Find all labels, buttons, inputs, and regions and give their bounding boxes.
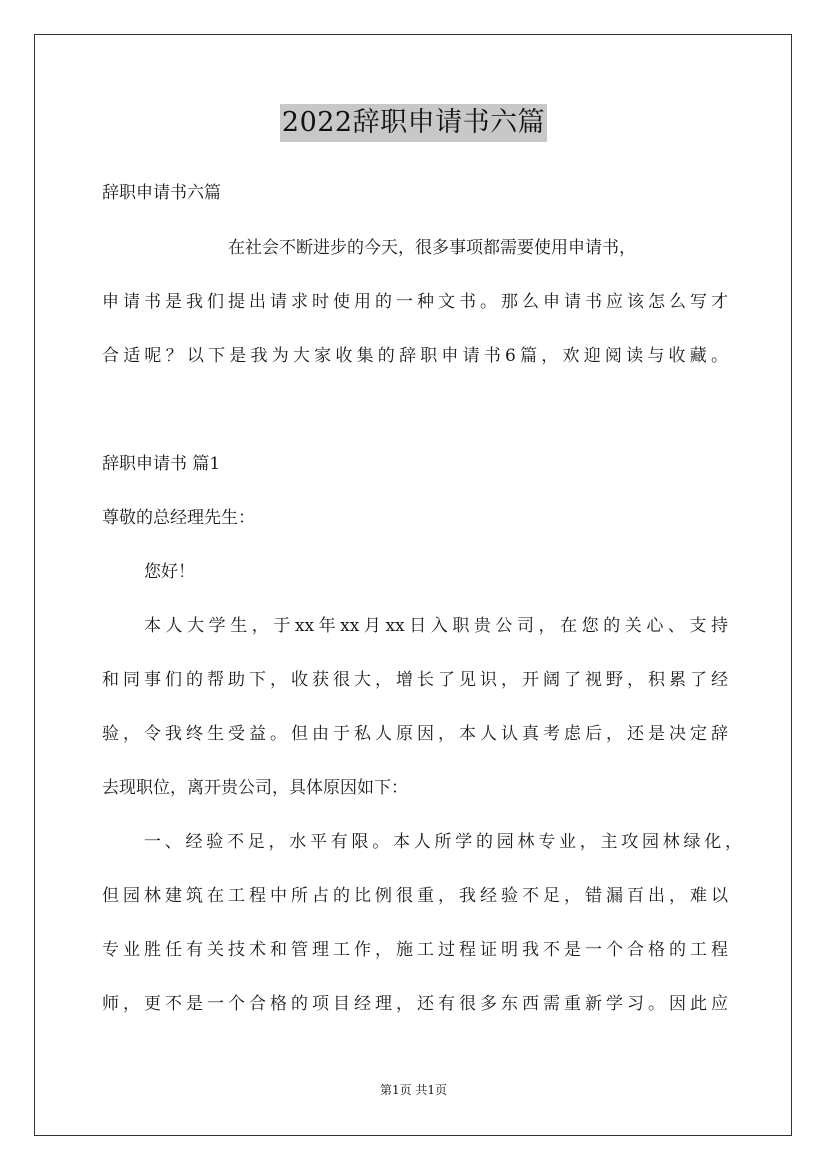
title-container xyxy=(0,104,827,142)
body-line-5: 一、经验不足，水平有限。本人所学的园林专业，主攻园林绿化， xyxy=(144,832,742,852)
body-line-7: 专业胜任有关技术和管理工作，施工过程证明我不是一个合格的工程 xyxy=(102,940,728,960)
body-line-6: 但园林建筑在工程中所占的比例很重，我经验不足，错漏百出，难以 xyxy=(102,886,728,906)
intro-line-1: 在社会不断进步的今天，很多事项都需要使用申请书， xyxy=(228,238,636,258)
intro-line-3: 合适呢？以下是我为大家收集的辞职申请书6篇，欢迎阅读与收藏。 xyxy=(102,346,728,366)
page-footer: 第1页 共1页 xyxy=(379,1083,448,1097)
body-line-8: 师，更不是一个合格的项目经理，还有很多东西需重新学习。因此应 xyxy=(102,994,728,1014)
body-line-4: 去现职位，离开贵公司，具体原因如下： xyxy=(102,778,408,798)
body-line-3: 验，令我终生受益。但由于私人原因，本人认真考虑后，还是决定辞 xyxy=(102,724,728,744)
document-title: 2022辞职申请书六篇 xyxy=(280,104,547,142)
salutation: 尊敬的总经理先生： xyxy=(102,508,255,528)
body-line-1: 本人大学生，于xx年xx月xx日入职贵公司，在您的关心、支持 xyxy=(144,616,728,636)
body-line-2: 和同事们的帮助下，收获很大，增长了见识，开阔了视野，积累了经 xyxy=(102,670,728,690)
intro-line-2: 申请书是我们提出请求时使用的一种文书。那么申请书应该怎么写才 xyxy=(102,292,728,312)
greeting: 您好！ xyxy=(144,562,195,582)
section-heading: 辞职申请书 篇1 xyxy=(102,454,221,474)
subtitle: 辞职申请书六篇 xyxy=(102,183,221,203)
